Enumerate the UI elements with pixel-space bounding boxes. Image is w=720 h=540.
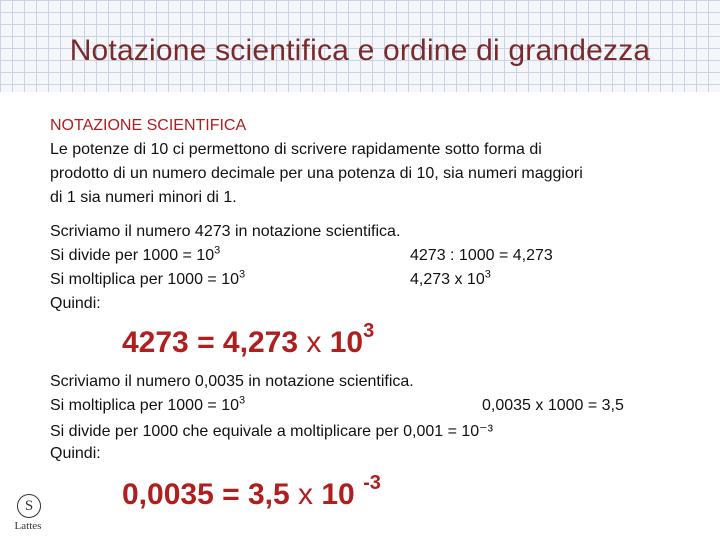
example2-result-exp: -3	[363, 472, 381, 494]
intro-line-2: prodotto di un numero decimale per una potenza di 10, sia numeri maggiori	[50, 165, 583, 182]
example1-step1-left	[50, 244, 221, 265]
section-heading: NOTAZIONE SCIENTIFICA	[50, 117, 247, 134]
logo-text: Lattes	[14, 520, 42, 532]
example1-step1-right: 4273 : 1000 = 4,273	[410, 247, 553, 264]
example2-step1-left-text: Si moltiplica per 1000 = 10	[50, 397, 239, 414]
example2-quindi: Quindi:	[50, 445, 101, 462]
example1-intro: Scriviamo il numero 4273 in notazione scientifica.	[50, 223, 401, 240]
example1-result-lhs: 4273 = 4,273	[122, 326, 299, 359]
example1-step2-right-text: 4,273 x 10	[410, 271, 485, 288]
example1-result-exp: 3	[363, 320, 375, 342]
intro-line-3: di 1 sia numeri minori di 1.	[50, 189, 237, 206]
example1-step2-right	[410, 268, 491, 289]
example1-result-base: 10	[329, 326, 364, 359]
example1-step2-left-text: Si moltiplica per 1000 = 10	[50, 271, 239, 288]
example2-step1-left	[50, 394, 246, 415]
logo-mark-icon: S	[17, 494, 41, 518]
example1-result-times: x	[306, 326, 322, 359]
example2-result	[122, 472, 381, 512]
example2-result-base: 10	[321, 478, 355, 511]
example2-step2: Si divide per 1000 che equivale a moltiplicare per 0,001 = 10⁻³	[50, 423, 493, 440]
example1-step2-left-exp: 3	[239, 268, 246, 281]
example1-step2-left	[50, 268, 246, 289]
example1-step1-left-text: Si divide per 1000 = 10	[50, 247, 215, 264]
example1-step1-left-exp: 3	[214, 244, 221, 257]
example2-step1-left-exp: 3	[239, 394, 246, 407]
example1-step2-right-exp: 3	[484, 268, 491, 281]
example2-step1-right: 0,0035 x 1000 = 3,5	[482, 397, 624, 414]
example1-quindi: Quindi:	[50, 295, 101, 312]
intro-line-1: Le potenze di 10 ci permettono di scrivere rapidamente sotto forma di	[50, 141, 542, 158]
example2-intro: Scriviamo il numero 0,0035 in notazione scientifica.	[50, 373, 414, 390]
example2-result-times: x	[298, 478, 313, 511]
title-banner	[0, 0, 720, 92]
example1-result	[122, 320, 375, 360]
page-title: Notazione scientifica e ordine di grandezza	[69, 34, 651, 67]
publisher-logo	[8, 494, 48, 538]
example2-result-lhs: 0,0035 = 3,5	[122, 478, 290, 511]
